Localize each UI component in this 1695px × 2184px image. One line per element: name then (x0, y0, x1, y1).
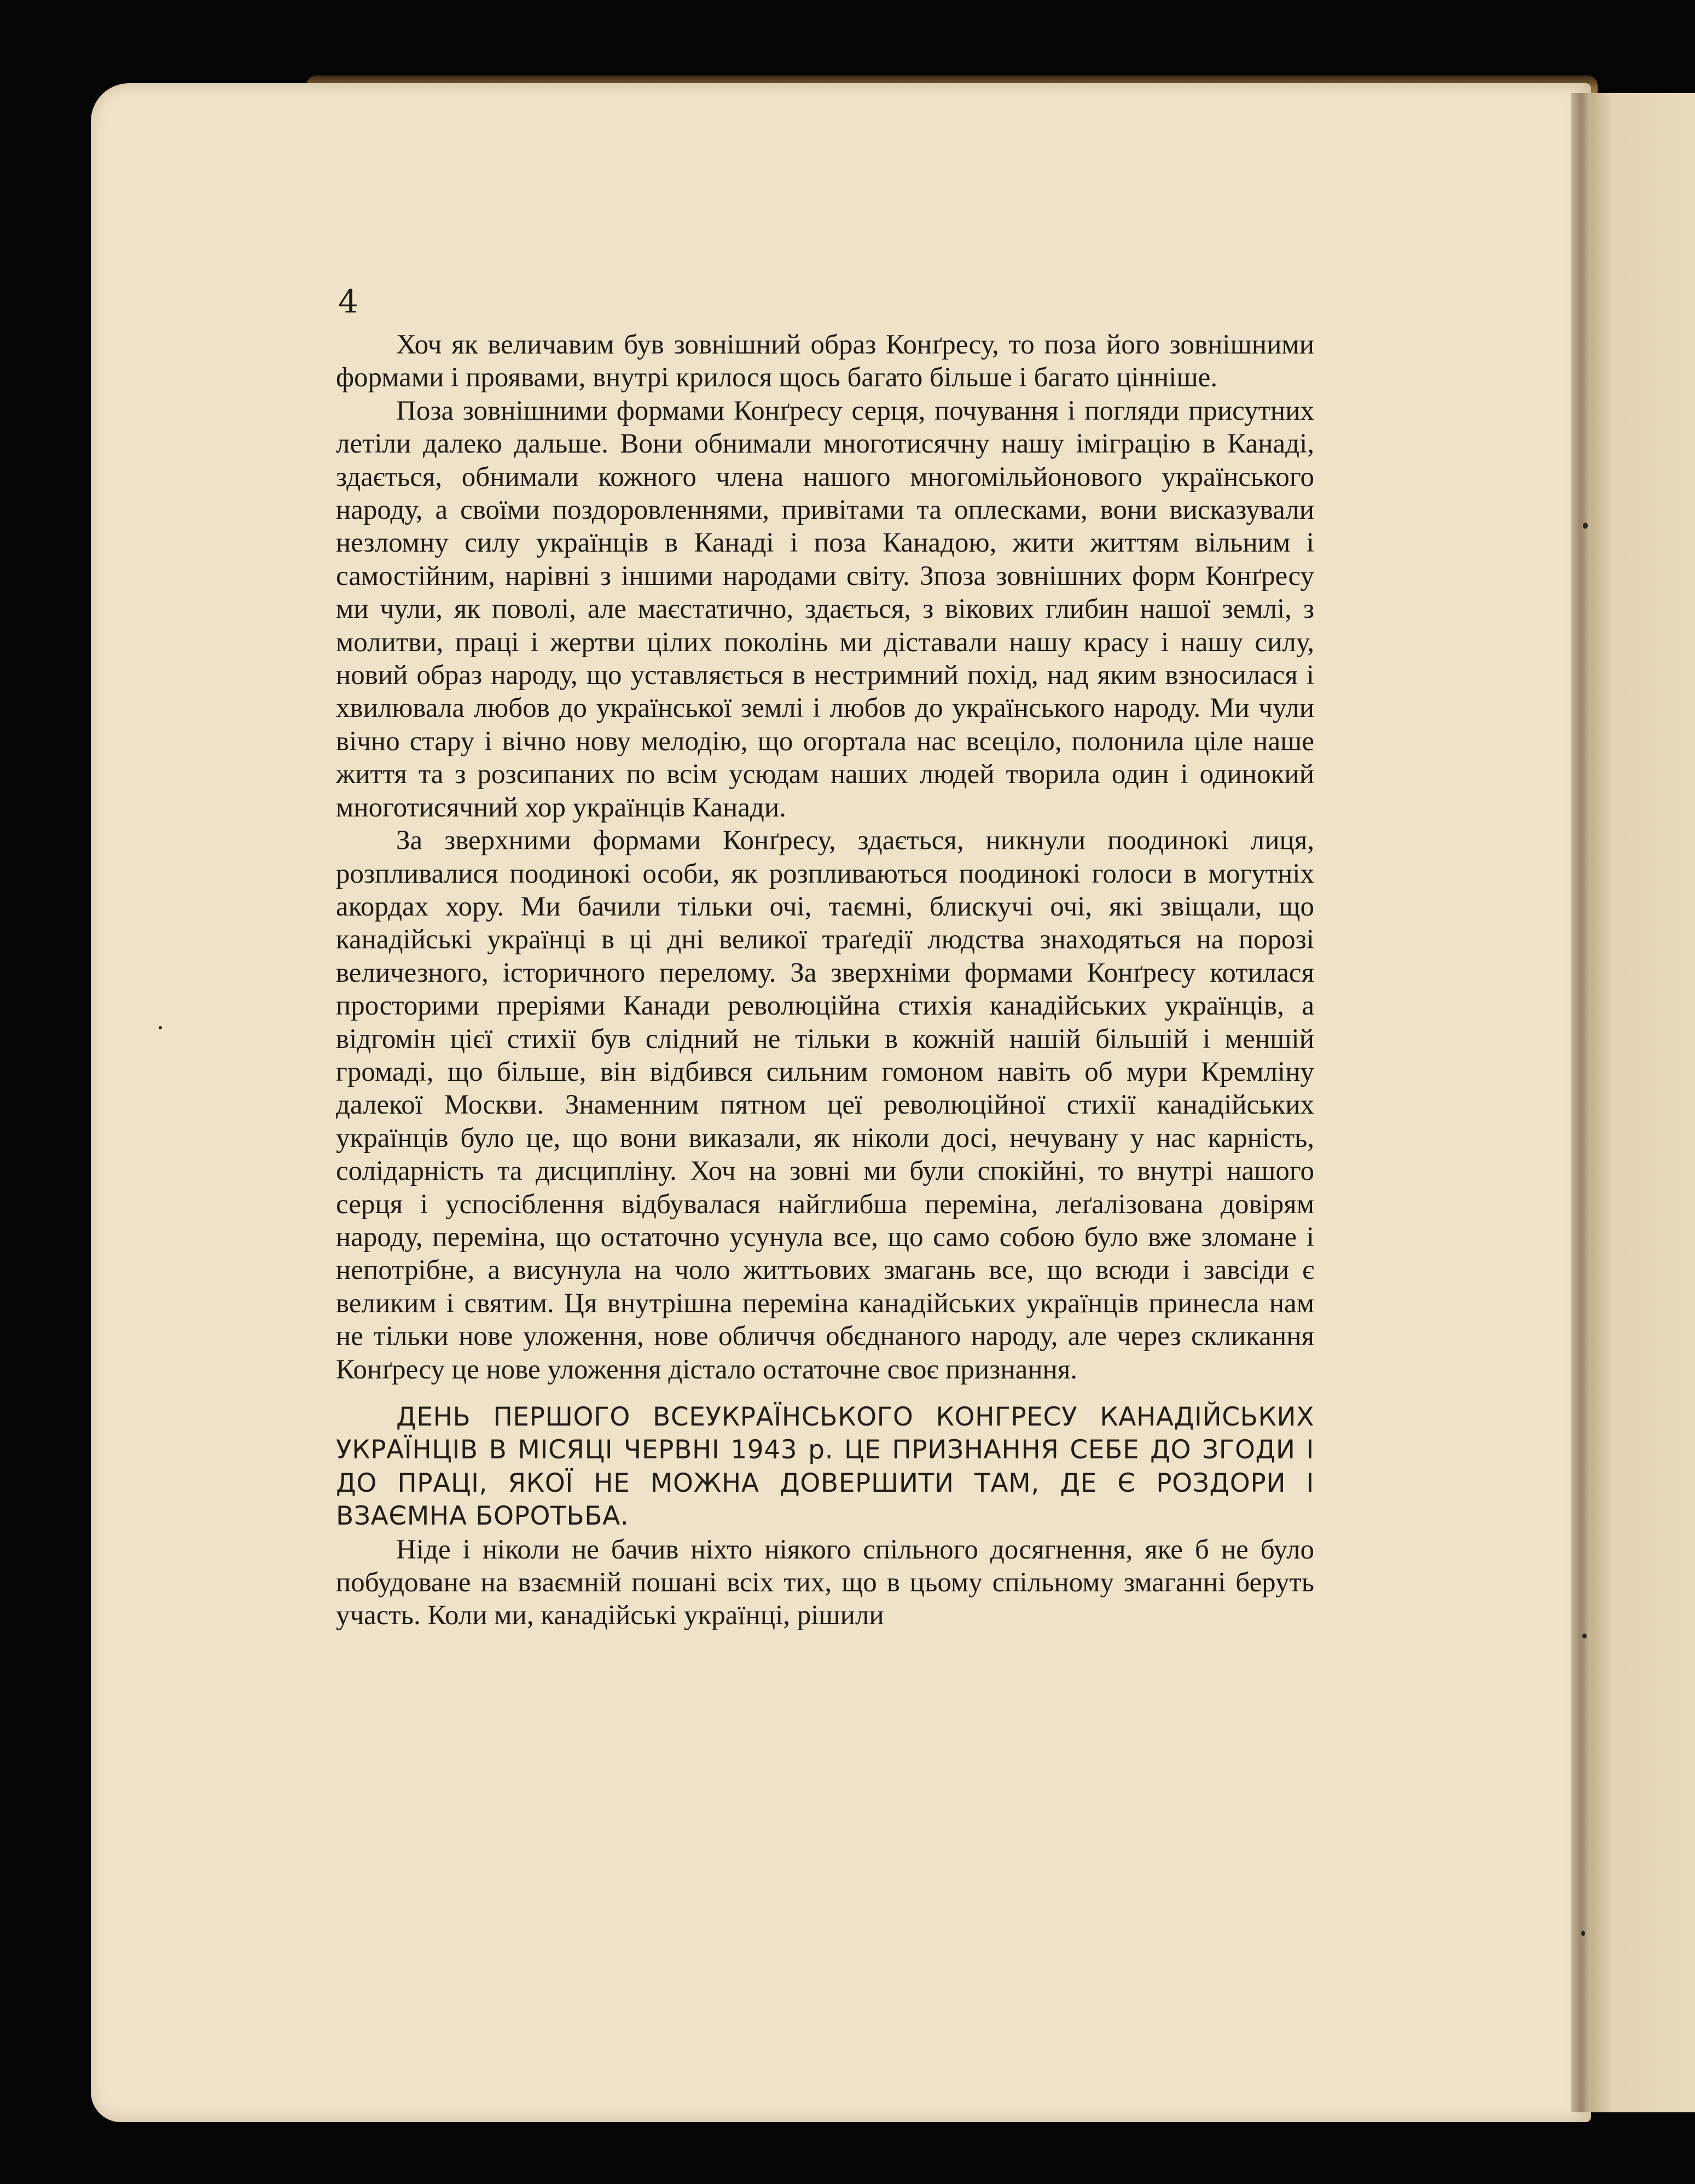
facing-page-edge (1584, 93, 1695, 2112)
paragraph-3: За зверхними формами Конґресу, здається, никнули поодинокі лиця, розпливалися поодинокі особи, як розпливаються поодинокі голоси в могутніх акордах хору. Ми бачили тільки очі, таємні, блискучі очі, які звіщали, що канадійські українці в ці дні великої траґедії людства знаходяться на порозі величезного, історичного перелому. За зверхніми формами Конґресу котилася просторими преріями Канади революційна стихія канадійських українців, а відгомін цієї стихії був слідний не тільки в кожній нашій більшій і меншій громаді, що більше, він відбився сильним гомоном навіть об мури Кремліну далекої Москви. Знаменним пятном цеї революційної стихії канадійських українців було це, що вони виказали, як ніколи досі, нечувану у нас карність, солідарність та дисципліну. Хоч на зовні ми були спокійні, то внутрі нашого серця і успосіблення відбувалася найглибша переміна, леґалізована довірям народу, переміна, що остаточно усунула все, що само собою було вже зломане і непотрібне, а висунула на чоло життьових змагань все, що всюди і завсіди є великим і святим. Ця внутрішна переміна канадійських українців принесла нам не тільки нове уложення, нове обличчя обєднаного народу, але через скликання Конґресу це нове уложення дістало остаточне своє признання. (336, 825, 1314, 1385)
book-gutter (1571, 93, 1591, 2112)
paragraph-1: Хоч як величавим був зовнішний образ Конґресу, то поза його зовнішними формами і проявами, внутрі крилося щось багато більше і багато цінніше. (336, 329, 1314, 393)
paper-speck (1581, 1931, 1585, 1936)
page-number: 4 (338, 283, 358, 320)
section-heading: ДЕНЬ ПЕРШОГО ВСЕУКРАЇНСЬКОГО КОНГРЕСУ КАНАДІЙСЬКИХ УКРАЇНЦІВ В МІСЯЦІ ЧЕРВНІ 1943 р. ЦЕ ПРИЗНАННЯ СЕБЕ ДО ЗГОДИ І ДО ПРАЦІ, ЯКОЇ НЕ МОЖНА ДОВЕРШИТИ ТАМ, ДЕ Є РОЗДОРИ І ВЗАЄМНА БОРОТЬБА. (336, 1402, 1314, 1532)
paper-speck (1582, 1633, 1587, 1638)
paragraph-2: Поза зовнішними формами Конґресу серця, почування і погляди присутних летіли далеко дальше. Вони обнимали многотисячну нашу іміграцію в Канаді, здається, обнимали кожного члена нашого многомільйонового українського народу, а своїми поздоровленнями, привітами та оплесками, вони висказували незломну силу українців в Канаді і поза Канадою, жити життям вільним і самостійним, нарівні з іншими народами світу. Зпоза зовнішних форм Конґресу ми чули, як поволі, але маєстатично, здається, з вікових глибин нашої землі, з молитви, праці і жертви цілих поколінь ми діставали нашу красу і нашу силу, новий образ народу, що уставляється в нестримний похід, над яким взносилася і хвилювала любов до української землі і любов до українського народу. Ми чули вічно стару і вічно нову мелодію, що огортала нас всеціло, полонила ціле наше життя та з розсипаних по всім усюдам наших людей творила один і одинокий многотисячний хор українців Канади. (336, 395, 1314, 823)
paper-speck (1583, 523, 1588, 529)
closing-paragraph: Ніде і ніколи не бачив ніхто ніякого спільного досягнення, яке б не було побудоване на взаємній пошані всіх тих, що в цьому спільному змаганні беруть участь. Коли ми, канадійські українці, рішили (336, 1534, 1314, 1631)
page-body (336, 328, 1314, 1632)
paper-speck (159, 1026, 162, 1029)
